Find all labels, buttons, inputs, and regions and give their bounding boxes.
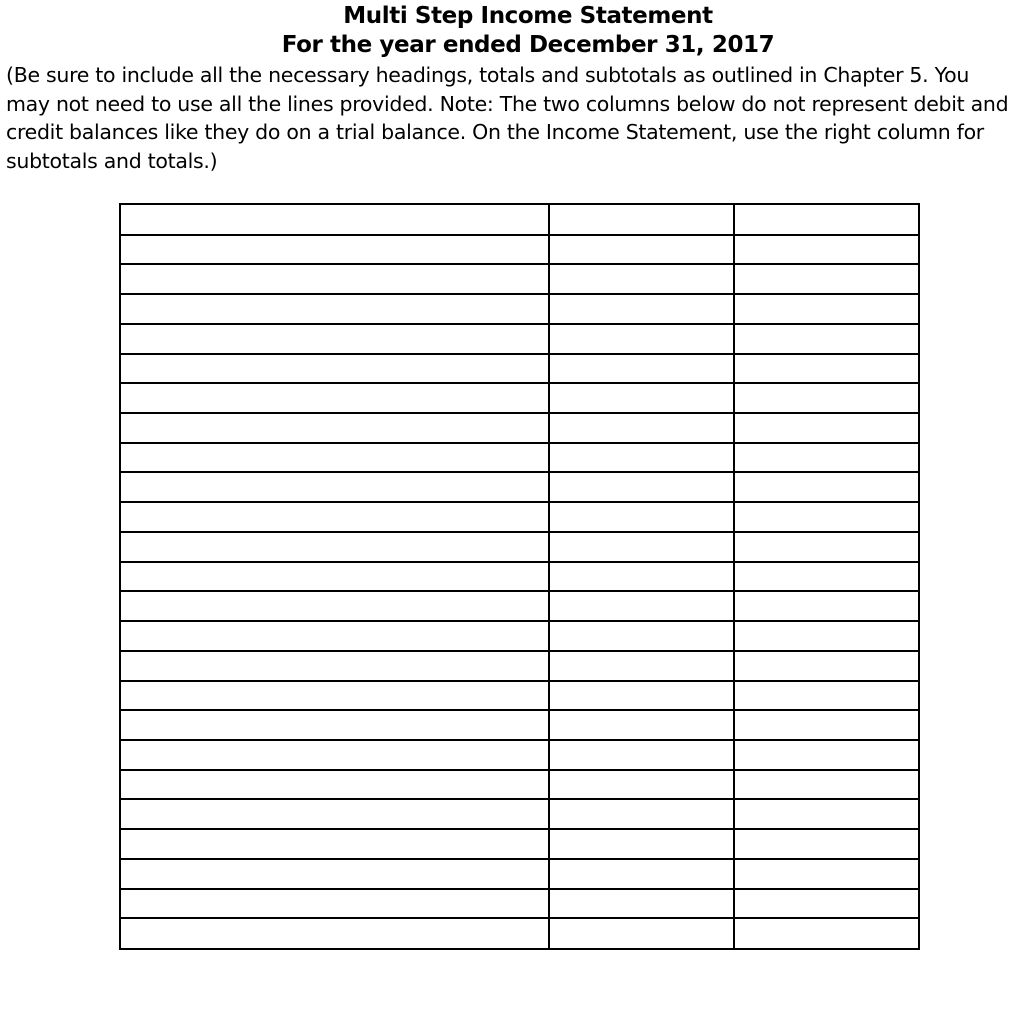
instructions-line: may not need to use all the lines provided. Note: The two columns below do not represent debit and xyxy=(6,91,1009,116)
row-line xyxy=(121,650,918,652)
row-line xyxy=(121,442,918,444)
row-line xyxy=(121,471,918,473)
instructions-line: subtotals and totals.) xyxy=(6,148,218,173)
row-line xyxy=(121,828,918,830)
row-line xyxy=(121,531,918,533)
row-line xyxy=(121,888,918,890)
row-line xyxy=(121,561,918,563)
row-line xyxy=(121,858,918,860)
row-line xyxy=(121,769,918,771)
row-line xyxy=(121,917,918,919)
row-line xyxy=(121,798,918,800)
row-line xyxy=(121,293,918,295)
row-line xyxy=(121,263,918,265)
income-statement-worksheet xyxy=(119,203,920,950)
row-line xyxy=(121,620,918,622)
row-line xyxy=(121,382,918,384)
row-line xyxy=(121,323,918,325)
row-line xyxy=(121,590,918,592)
row-line xyxy=(121,234,918,236)
row-line xyxy=(121,353,918,355)
row-line xyxy=(121,739,918,741)
row-line xyxy=(121,412,918,414)
row-line xyxy=(121,501,918,503)
statement-title: Multi Step Income Statement xyxy=(343,3,713,29)
instructions-line: (Be sure to include all the necessary headings, totals and subtotals as outlined in Chapter 5. You xyxy=(6,63,970,87)
column-divider xyxy=(548,205,550,948)
row-line xyxy=(121,680,918,682)
row-line xyxy=(121,709,918,711)
instructions-line: credit balances like they do on a trial balance. On the Income Statement, use the right column for xyxy=(6,120,984,144)
column-divider xyxy=(733,205,735,948)
instructions-paragraph xyxy=(6,61,1022,175)
statement-period: For the year ended December 31, 2017 xyxy=(281,32,775,58)
